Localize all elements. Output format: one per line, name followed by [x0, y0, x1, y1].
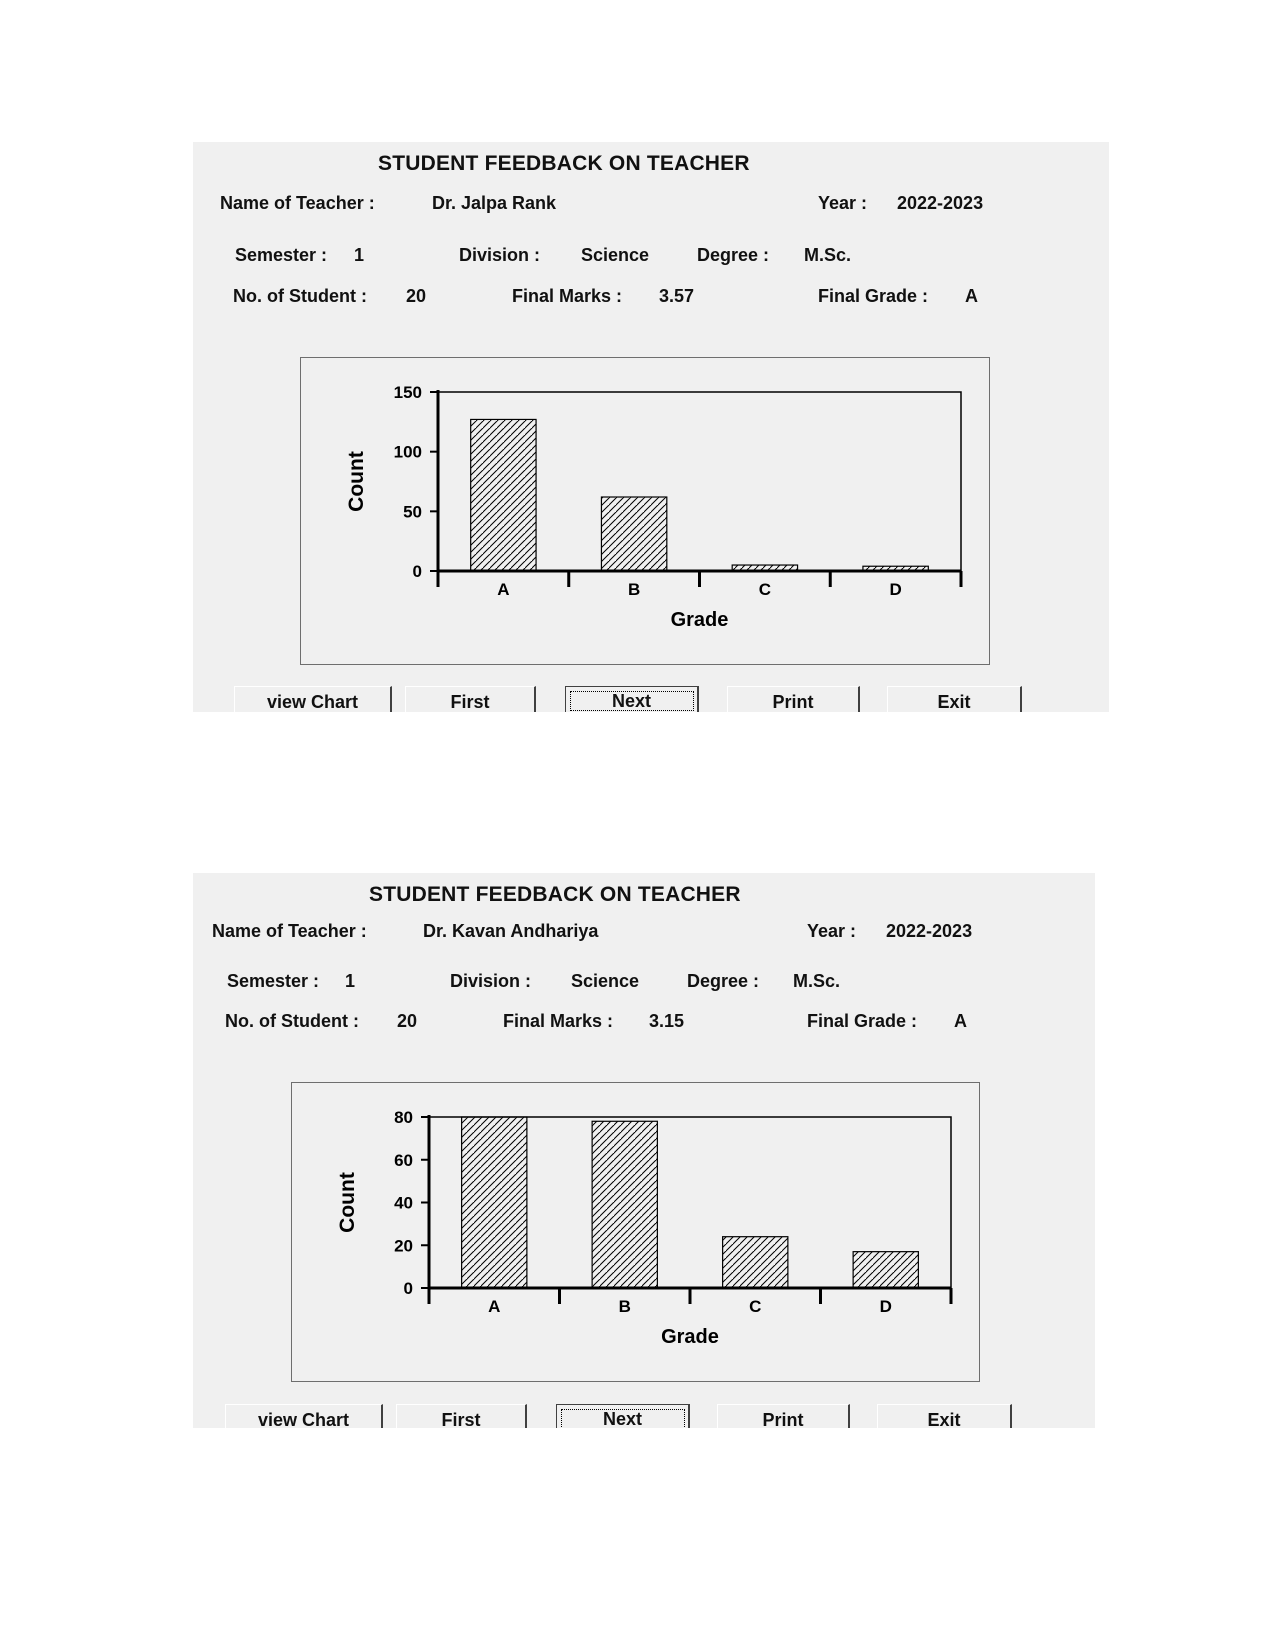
form-title: STUDENT FEEDBACK ON TEACHER	[378, 152, 750, 175]
final-marks-value: 3.15	[649, 1011, 685, 1031]
teacher-label: Name of Teacher :	[212, 921, 367, 941]
year-value: 2022-2023	[897, 193, 984, 213]
feedback-window-2	[193, 873, 1095, 1428]
exit-button[interactable]: Exit	[877, 1404, 1012, 1428]
y-tick-label: 150	[393, 383, 422, 402]
feedback-window-1	[193, 142, 1109, 712]
bar-b	[592, 1121, 657, 1288]
x-tick-label: D	[879, 1297, 892, 1316]
semester-value: 1	[354, 245, 365, 265]
x-tick-label: A	[497, 580, 510, 599]
print-button[interactable]: Print	[727, 686, 860, 712]
year-value: 2022-2023	[886, 921, 973, 941]
year-label: Year :	[818, 193, 868, 213]
grade-chart-frame	[291, 1082, 980, 1382]
degree-value: M.Sc.	[804, 245, 852, 265]
view-chart-button[interactable]: view Chart	[225, 1404, 383, 1428]
final-marks-label: Final Marks :	[512, 286, 623, 306]
division-value: Science	[571, 971, 640, 991]
bar-a	[462, 1117, 527, 1288]
degree-label: Degree :	[687, 971, 760, 991]
teacher-name: Dr. Jalpa Rank	[432, 193, 557, 213]
x-tick-label: D	[889, 580, 902, 599]
next-button[interactable]: Next	[556, 1404, 690, 1428]
y-tick-label: 0	[403, 1279, 413, 1298]
bar-a	[471, 419, 536, 571]
division-value: Science	[581, 245, 650, 265]
y-tick-label: 40	[394, 1193, 413, 1213]
division-label: Division :	[450, 971, 532, 991]
y-tick-label: 100	[393, 442, 422, 462]
x-tick-label: B	[618, 1297, 631, 1316]
teacher-name: Dr. Kavan Andhariya	[423, 921, 599, 941]
final-grade-value: A	[965, 286, 978, 306]
grade-chart-frame	[300, 357, 990, 665]
students-label: No. of Student :	[225, 1011, 359, 1031]
division-label: Division :	[459, 245, 541, 265]
students-label: No. of Student :	[233, 286, 367, 306]
students-value: 20	[406, 286, 427, 306]
print-button[interactable]: Print	[717, 1404, 850, 1428]
semester-label: Semester :	[235, 245, 328, 265]
bar-c	[723, 1237, 788, 1288]
x-tick-label: C	[758, 580, 772, 599]
x-axis-title: Grade	[670, 609, 729, 631]
year-label: Year :	[807, 921, 857, 941]
view-chart-button[interactable]: view Chart	[234, 686, 392, 712]
x-tick-label: B	[627, 580, 641, 599]
x-axis-title: Grade	[661, 1326, 719, 1348]
bar-c	[732, 565, 797, 571]
y-axis-title: Count	[345, 451, 368, 512]
bar-b	[601, 497, 666, 571]
y-axis-title: Count	[336, 1172, 359, 1233]
semester-label: Semester :	[227, 971, 320, 991]
final-grade-label: Final Grade :	[818, 286, 929, 306]
next-button[interactable]: Next	[565, 686, 699, 712]
final-marks-value: 3.57	[659, 286, 695, 306]
y-tick-label: 60	[394, 1150, 413, 1170]
first-button[interactable]: First	[396, 1404, 527, 1428]
first-button[interactable]: First	[405, 686, 536, 712]
final-grade-label: Final Grade :	[807, 1011, 918, 1031]
students-value: 20	[397, 1011, 418, 1031]
bar-d	[853, 1252, 918, 1288]
exit-button[interactable]: Exit	[887, 686, 1022, 712]
x-tick-label: C	[749, 1297, 762, 1316]
y-tick-label: 50	[403, 502, 422, 522]
y-tick-label: 20	[394, 1236, 413, 1256]
semester-value: 1	[345, 971, 356, 991]
bar-d	[863, 566, 928, 571]
degree-value: M.Sc.	[793, 971, 841, 991]
y-tick-label: 80	[394, 1108, 413, 1127]
teacher-label: Name of Teacher :	[220, 193, 375, 213]
form-title: STUDENT FEEDBACK ON TEACHER	[369, 883, 741, 906]
y-tick-label: 0	[412, 562, 422, 581]
degree-label: Degree :	[697, 245, 770, 265]
grade-count-chart	[301, 358, 991, 666]
grade-count-chart	[292, 1083, 981, 1383]
x-tick-label: A	[488, 1297, 501, 1316]
final-marks-label: Final Marks :	[503, 1011, 614, 1031]
final-grade-value: A	[954, 1011, 967, 1031]
